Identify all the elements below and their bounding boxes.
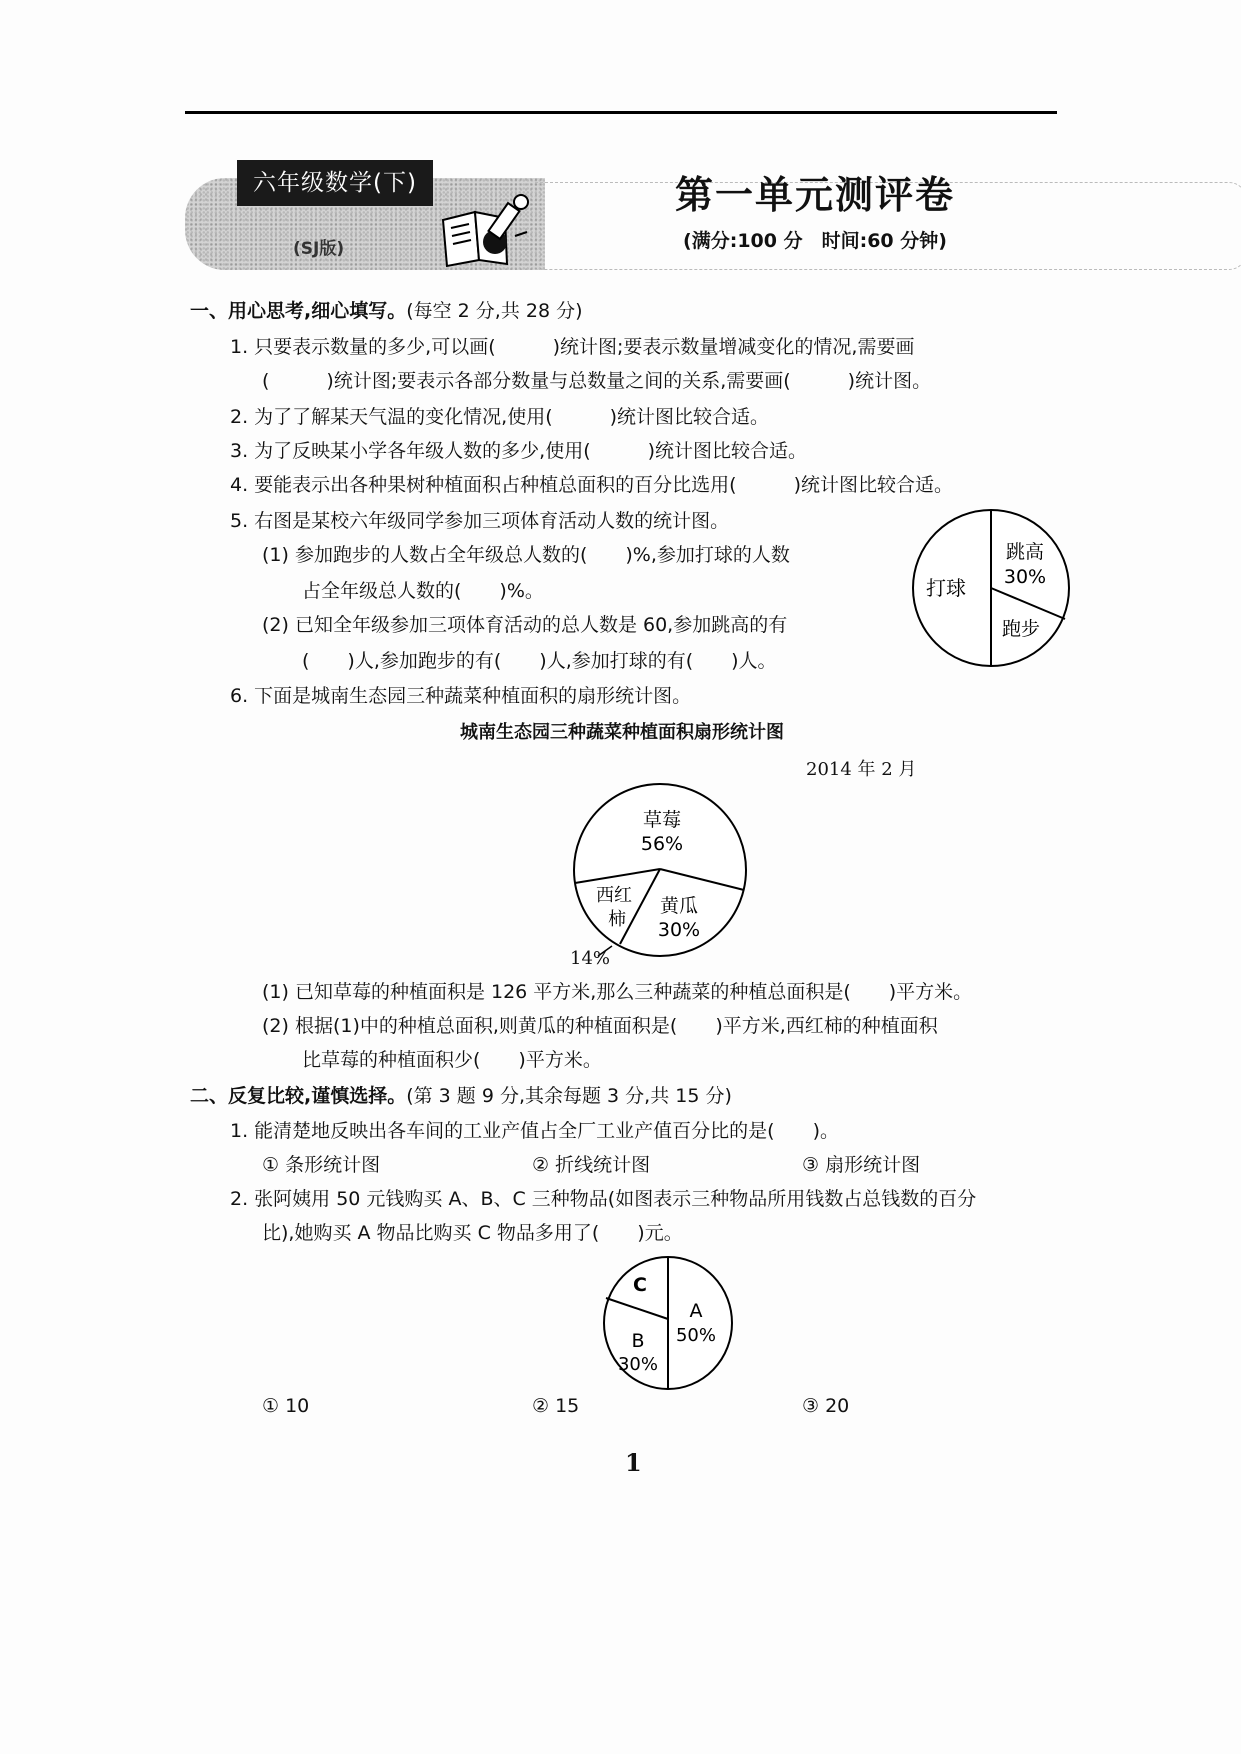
veg-label-cucumber: 黄瓜 (659, 895, 699, 917)
abc-label-a: A (689, 1300, 703, 1322)
question-5-2-line1: (2) 已知全年级参加三项体育活动的总人数是 60,参加跳高的有 (262, 614, 788, 636)
question-3: 3. 为了反映某小学各年级人数的多少,使用( )统计图比较合适。 (230, 440, 808, 462)
sports-label-run: 跑步 (1001, 618, 1041, 640)
section1-title (190, 297, 583, 325)
top-rule (185, 111, 1057, 114)
edition-label: (SJ版) (293, 239, 345, 259)
sports-pie-chart (908, 505, 1074, 671)
question-5: 5. 右图是某校六年级同学参加三项体育活动人数的统计图。 (230, 510, 730, 532)
question-6-1: (1) 已知草莓的种植面积是 126 平方米,那么三种蔬菜的种植总面积是( )平方米。 (262, 981, 973, 1003)
question-5-1-line1: (1) 参加跑步的人数占全年级总人数的( )%,参加打球的人数 (262, 544, 790, 566)
sports-label-ball: 打球 (926, 576, 966, 600)
veg-label-strawberry-pct: 56% (640, 833, 684, 855)
s2-q2-option-2: ② 15 (532, 1395, 580, 1417)
sports-label-jump-pct: 30% (1003, 566, 1047, 588)
section2-title (190, 1082, 732, 1110)
s2-q1-option-3: ③ 扇形统计图 (802, 1154, 921, 1176)
section2-note: (第 3 题 9 分,其余每题 3 分,共 15 分) (406, 1085, 732, 1107)
veg-label-tomato-pct: 14% (570, 948, 611, 969)
veg-chart-date: 2014 年 2 月 (806, 759, 917, 780)
question-6-2-line2: 比草莓的种植面积少( )平方米。 (302, 1049, 602, 1071)
section2-title-text: 二、反复比较,谨慎选择。 (190, 1085, 407, 1107)
veg-label-cucumber-pct: 30% (657, 919, 701, 941)
abc-pie-chart (598, 1253, 738, 1393)
s2-question-1: 1. 能清楚地反映出各车间的工业产值占全厂工业产值百分比的是( )。 (230, 1120, 839, 1142)
question-5-1-line2: 占全年级总人数的( )%。 (302, 580, 544, 602)
exam-meta: (满分:100 分 时间:60 分钟) (683, 230, 947, 252)
question-6-2-line1: (2) 根据(1)中的种植总面积,则黄瓜的种植面积是( )平方米,西红柿的种植面积 (262, 1015, 938, 1037)
veg-chart-title: 城南生态园三种蔬菜种植面积扇形统计图 (460, 722, 784, 743)
question-1-line1: 1. 只要表示数量的多少,可以画( )统计图;要表示数量增减变化的情况,需要画 (230, 336, 915, 358)
s2-q2-option-3: ③ 20 (802, 1395, 850, 1417)
s2-question-2-line2: 比),她购买 A 物品比购买 C 物品多用了( )元。 (262, 1222, 683, 1244)
veg-label-tomato-1: 西红 (596, 885, 632, 906)
grade-label: 六年级数学(下) (237, 160, 433, 206)
question-2: 2. 为了了解某天气温的变化情况,使用( )统计图比较合适。 (230, 406, 770, 428)
abc-label-b: B (631, 1330, 645, 1352)
section1-title-text: 一、用心思考,细心填写。 (190, 300, 407, 322)
question-1-line2: ( )统计图;要表示各部分数量与总数量之间的关系,需要画( )统计图。 (262, 370, 932, 392)
question-6: 6. 下面是城南生态园三种蔬菜种植面积的扇形统计图。 (230, 685, 692, 707)
question-5-2-line2: ( )人,参加跑步的有( )人,参加打球的有( )人。 (302, 650, 777, 672)
veg-label-tomato-2: 柿 (608, 909, 626, 930)
abc-label-a-pct: 50% (675, 1325, 717, 1346)
s2-q1-option-2: ② 折线统计图 (532, 1154, 651, 1176)
book-pencil-icon (435, 190, 535, 270)
abc-label-c: C (633, 1274, 647, 1296)
sports-label-jump: 跳高 (1005, 541, 1045, 563)
s2-q2-option-1: ① 10 (262, 1395, 310, 1417)
page-number: 1 (625, 1448, 642, 1477)
section1-note: (每空 2 分,共 28 分) (406, 300, 583, 322)
exam-title: 第一单元测评卷 (674, 172, 955, 217)
abc-label-b-pct: 30% (617, 1354, 659, 1375)
s2-question-2-line1: 2. 张阿姨用 50 元钱购买 A、B、C 三种物品(如图表示三种物品所用钱数占总钱数的百分 (230, 1188, 977, 1210)
question-4: 4. 要能表示出各种果树种植面积占种植总面积的百分比选用( )统计图比较合适。 (230, 474, 953, 496)
s2-q1-option-1: ① 条形统计图 (262, 1154, 381, 1176)
veg-label-strawberry: 草莓 (642, 809, 682, 831)
header-banner (185, 160, 1065, 275)
